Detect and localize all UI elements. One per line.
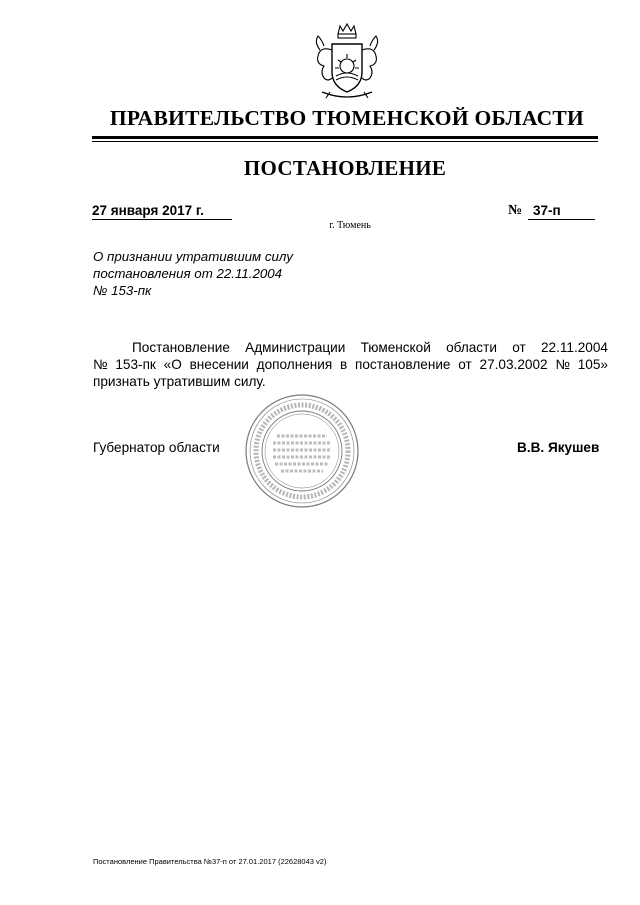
subject-line: постановления от 22.11.2004 [93,266,283,281]
document-type-title: ПОСТАНОВЛЕНИЕ [243,156,447,180]
government-title: ПРАВИТЕЛЬСТВО ТЮМЕНСКОЙ ОБЛАСТИ [109,106,585,130]
signatory-position: Губернатор области [93,440,220,455]
document-date: 27 января 2017 г. [92,203,232,220]
coat-of-arms-emblem [302,20,392,110]
body-word: внесении [189,357,249,372]
header-rule-thin [92,141,598,142]
body-word: Администрации [245,340,346,355]
document-number-label: № [508,203,523,218]
body-word: Тюменской [360,340,431,355]
body-word: «О [163,357,182,372]
body-line-2 [93,356,608,373]
body-word: от [458,357,472,372]
body-word: № [555,357,570,372]
body-word: Постановление [132,340,230,355]
body-line-3: признать утратившим силу. [93,374,266,389]
body-word: 22.11.2004 [540,340,608,355]
body-word: в [340,357,348,372]
body-word: постановление [355,357,451,372]
document-number: 37-п [528,203,595,220]
signatory-name: В.В. Якушев [517,440,600,455]
header-rule-thick [92,136,598,139]
body-word: 153-пк [115,357,156,372]
body-word: 27.03.2002 [479,357,548,372]
document-subject [93,248,353,299]
body-word: 105» [577,357,608,372]
body-line-1 [93,339,608,356]
document-footer: Постановление Правительства №37-п от 27.01.2017 (22628043 v2) [93,857,327,866]
body-word: от [512,340,526,355]
body-word: дополнения [256,357,333,372]
subject-line: О признании утратившим силу [93,249,293,264]
document-body [93,339,608,390]
subject-line: № 153-пк [93,283,152,298]
body-word: области [446,340,497,355]
body-word: № [93,357,108,372]
document-city: г. Тюмень [329,220,371,231]
official-seal-stamp [243,392,361,510]
